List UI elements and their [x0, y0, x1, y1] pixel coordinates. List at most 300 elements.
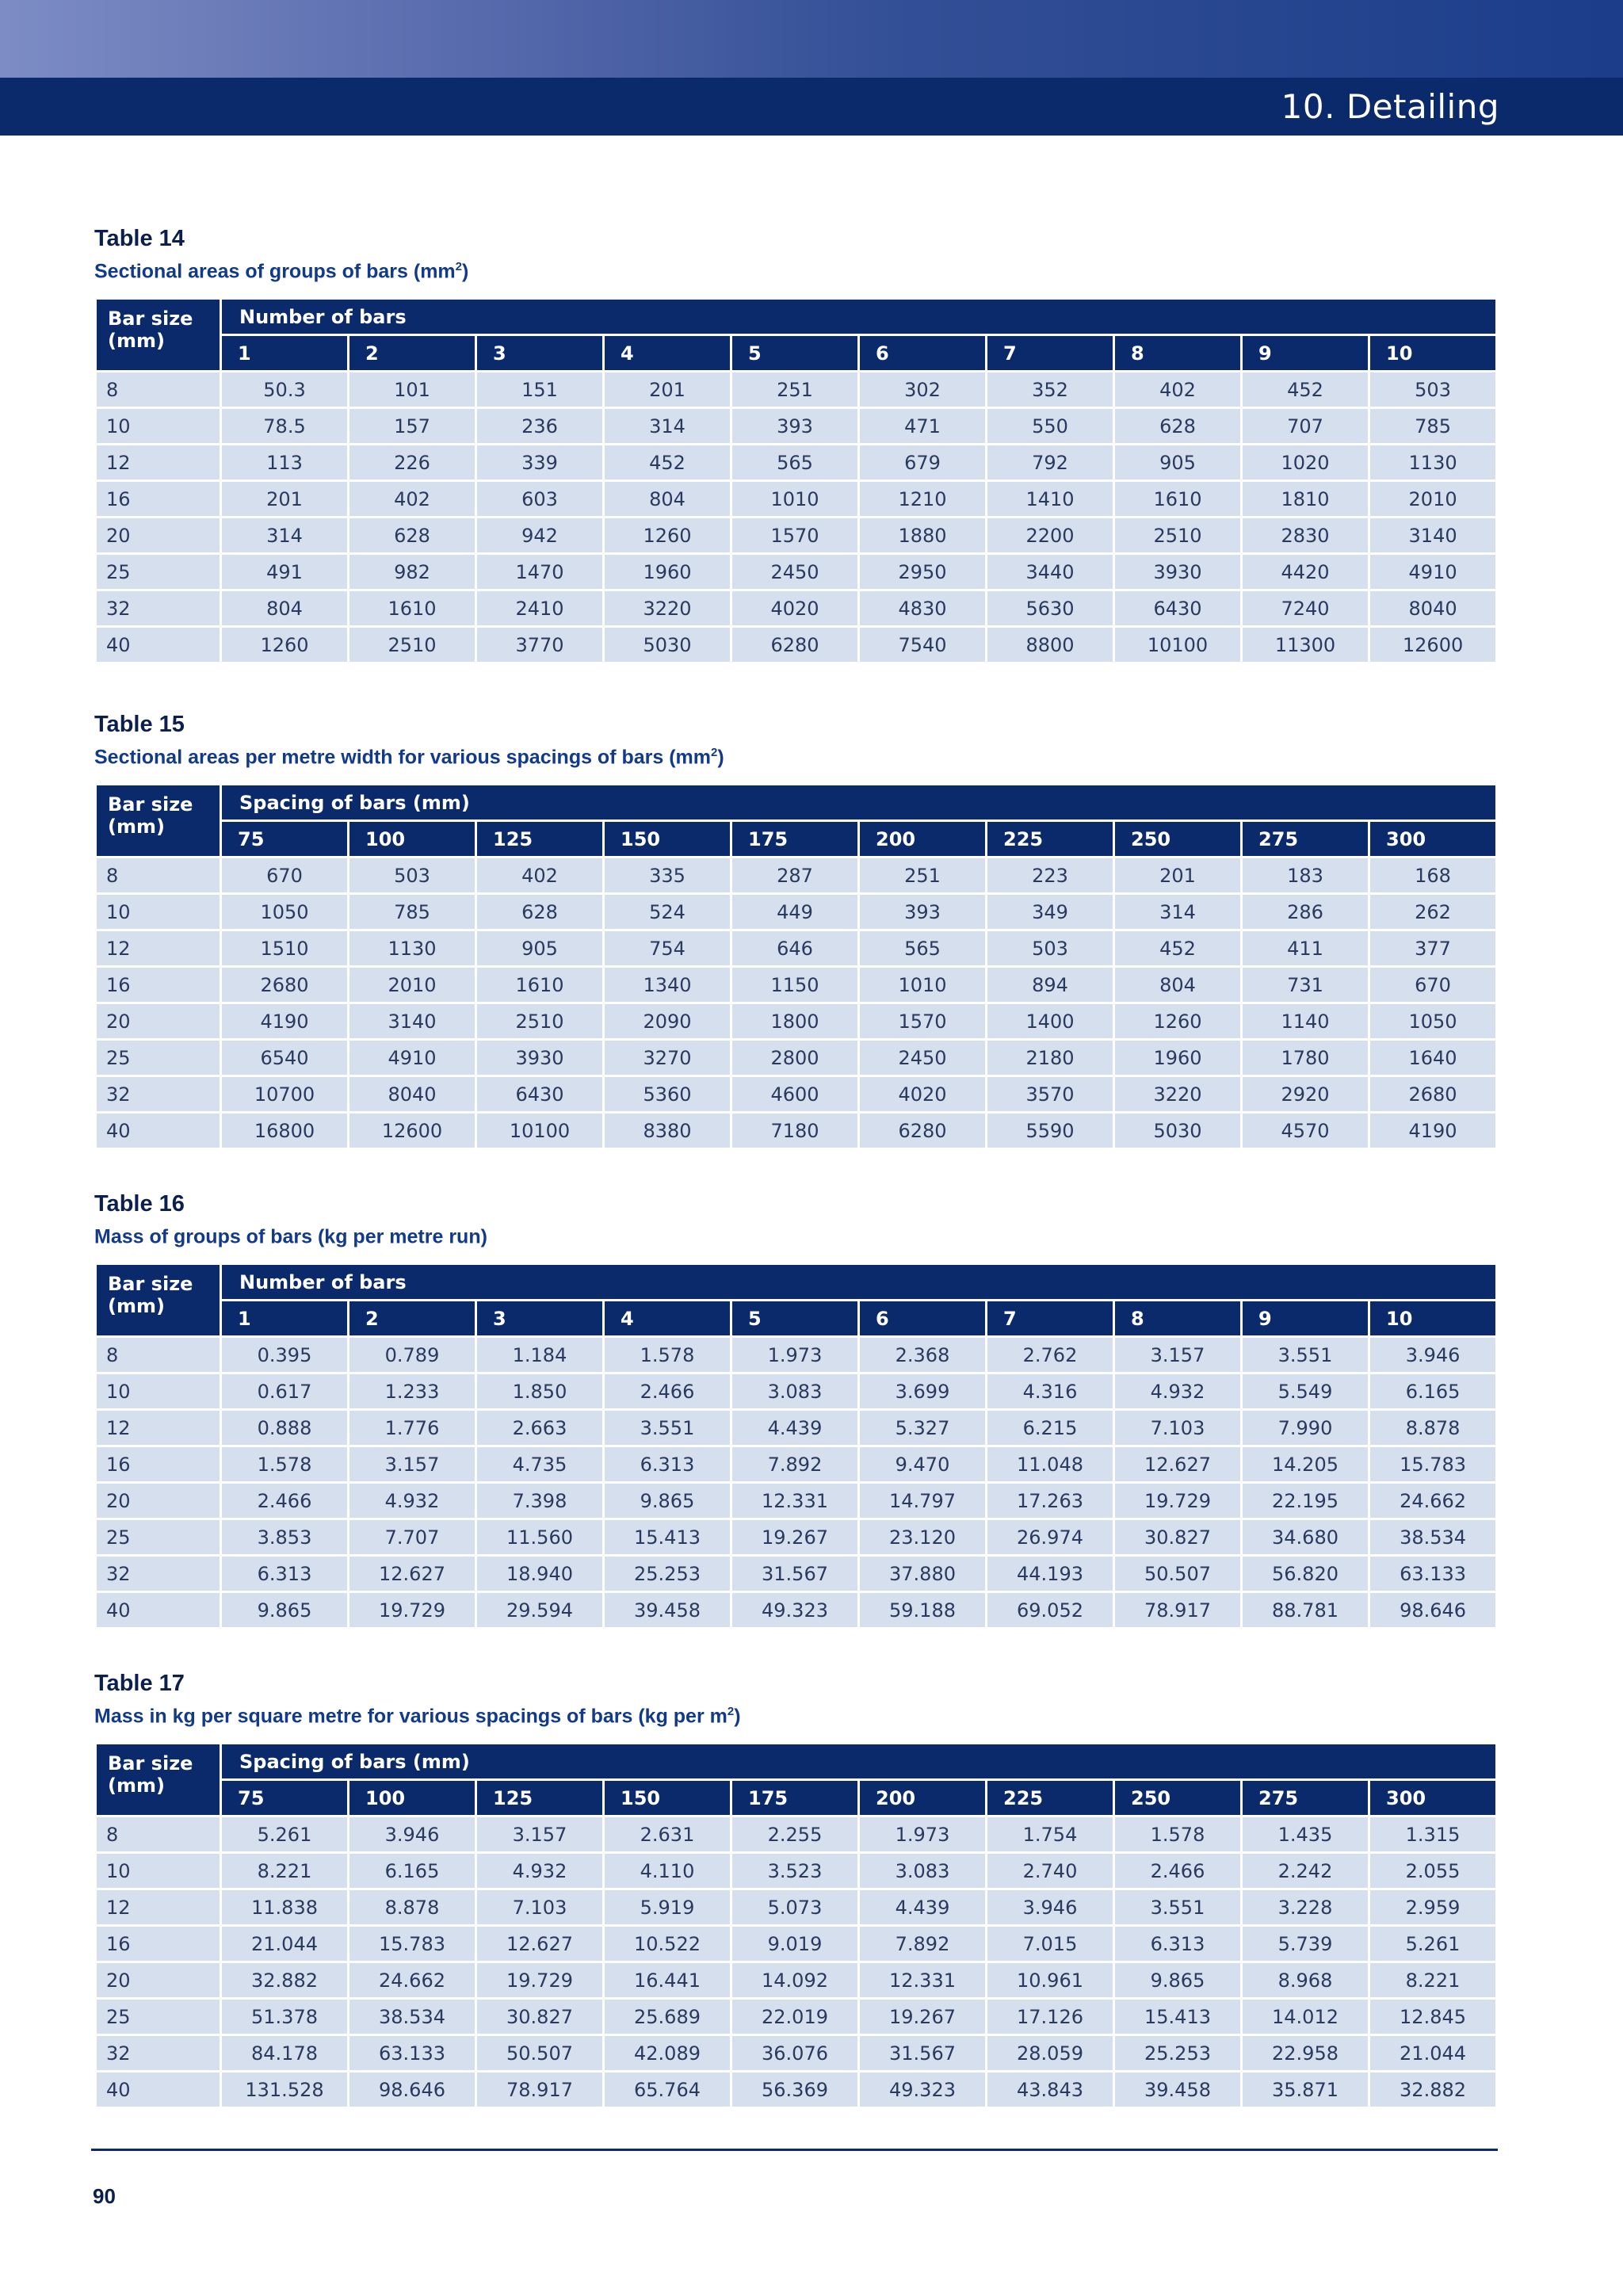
value-cell: 670	[222, 858, 347, 892]
table-number: Table 14	[94, 226, 185, 251]
column-header: 7	[987, 1301, 1113, 1335]
value-cell: 35.871	[1243, 2073, 1368, 2107]
table-row	[97, 1817, 1495, 1851]
table-row	[97, 1927, 1495, 1961]
caption-superscript: 2	[455, 260, 463, 273]
value-cell: 78.5	[222, 409, 347, 443]
value-cell: 251	[732, 372, 857, 407]
value-cell: 2680	[1370, 1077, 1495, 1111]
value-cell: 12600	[1370, 628, 1495, 662]
value-cell: 1800	[732, 1004, 857, 1038]
value-cell: 38.534	[349, 2000, 475, 2034]
value-cell: 5.919	[605, 1890, 730, 1924]
value-cell: 1610	[349, 591, 475, 625]
value-cell: 4020	[860, 1077, 985, 1111]
value-cell: 804	[605, 482, 730, 516]
value-cell: 6430	[477, 1077, 602, 1111]
value-cell: 18.940	[477, 1557, 602, 1591]
value-cell: 78.917	[1115, 1593, 1240, 1627]
value-cell: 8040	[1370, 591, 1495, 625]
value-cell: 402	[349, 482, 475, 516]
table-row	[97, 1041, 1495, 1075]
table-row	[97, 1447, 1495, 1481]
table-row	[97, 1520, 1495, 1554]
column-header: 250	[1115, 1781, 1240, 1815]
value-cell: 314	[605, 409, 730, 443]
value-cell: 63.133	[349, 2036, 475, 2070]
value-cell: 1.754	[987, 1817, 1113, 1851]
value-cell: 1470	[477, 555, 602, 589]
value-cell: 7.990	[1243, 1411, 1368, 1445]
value-cell: 3.946	[1370, 1338, 1495, 1372]
column-header: 5	[732, 336, 857, 370]
value-cell: 5030	[605, 628, 730, 662]
value-cell: 12.845	[1370, 2000, 1495, 2034]
value-cell: 3570	[987, 1077, 1113, 1111]
column-header: 225	[987, 1781, 1113, 1815]
value-cell: 10100	[477, 1114, 602, 1148]
value-cell: 59.188	[860, 1593, 985, 1627]
value-cell: 8.968	[1243, 1963, 1368, 1997]
value-cell: 2950	[860, 555, 985, 589]
value-cell: 50.507	[477, 2036, 602, 2070]
value-cell: 17.263	[987, 1484, 1113, 1518]
value-cell: 7.103	[477, 1890, 602, 1924]
bar-size-cell: 10	[97, 409, 220, 443]
value-cell: 1010	[860, 968, 985, 1002]
value-cell: 9.865	[222, 1593, 347, 1627]
value-cell: 349	[987, 895, 1113, 929]
value-cell: 3.157	[349, 1447, 475, 1481]
value-cell: 731	[1243, 968, 1368, 1002]
value-cell: 942	[477, 518, 602, 552]
value-cell: 503	[987, 931, 1113, 965]
value-cell: 6540	[222, 1041, 347, 1075]
value-cell: 905	[477, 931, 602, 965]
value-cell: 1.233	[349, 1374, 475, 1408]
value-cell: 3.228	[1243, 1890, 1368, 1924]
value-cell: 0.888	[222, 1411, 347, 1445]
column-header: 75	[222, 1781, 347, 1815]
value-cell: 30.827	[1115, 1520, 1240, 1554]
value-cell: 1.776	[349, 1411, 475, 1445]
value-cell: 4600	[732, 1077, 857, 1111]
value-cell: 628	[477, 895, 602, 929]
value-cell: 12.331	[860, 1963, 985, 1997]
value-cell: 491	[222, 555, 347, 589]
value-cell: 6.313	[1115, 1927, 1240, 1961]
value-cell: 38.534	[1370, 1520, 1495, 1554]
value-cell: 19.267	[860, 2000, 985, 2034]
table-row	[97, 1557, 1495, 1591]
value-cell: 352	[987, 372, 1113, 407]
value-cell: 8.878	[1370, 1411, 1495, 1445]
bar-size-cell: 20	[97, 1484, 220, 1518]
caption-text: Sectional areas of groups of bars (mm	[94, 260, 456, 283]
value-cell: 10700	[222, 1077, 347, 1111]
value-cell: 168	[1370, 858, 1495, 892]
table-row	[97, 1338, 1495, 1372]
value-cell: 43.843	[987, 2073, 1113, 2107]
bar-size-header	[97, 1265, 220, 1335]
value-cell: 69.052	[987, 1593, 1113, 1627]
caption-closing: )	[462, 260, 469, 283]
value-cell: 12600	[349, 1114, 475, 1148]
table-row	[97, 591, 1495, 625]
bar-size-header-line1: Bar size	[108, 308, 193, 330]
value-cell: 302	[860, 372, 985, 407]
column-header: 175	[732, 1781, 857, 1815]
value-cell: 565	[732, 445, 857, 479]
value-cell: 503	[349, 858, 475, 892]
bar-size-cell: 25	[97, 2000, 220, 2034]
value-cell: 251	[860, 858, 985, 892]
value-cell: 11.560	[477, 1520, 602, 1554]
value-cell: 1780	[1243, 1041, 1368, 1075]
value-cell: 113	[222, 445, 347, 479]
value-cell: 36.076	[732, 2036, 857, 2070]
value-cell: 21.044	[222, 1927, 347, 1961]
bar-size-cell: 8	[97, 1817, 220, 1851]
value-cell: 63.133	[1370, 1557, 1495, 1591]
value-cell: 201	[1115, 858, 1240, 892]
table-row	[97, 372, 1495, 407]
table-caption	[94, 253, 1497, 281]
value-cell: 785	[349, 895, 475, 929]
value-cell: 10.961	[987, 1963, 1113, 1997]
column-header: 9	[1243, 336, 1368, 370]
value-cell: 5030	[1115, 1114, 1240, 1148]
value-cell: 1140	[1243, 1004, 1368, 1038]
value-cell: 1.315	[1370, 1817, 1495, 1851]
value-cell: 88.781	[1243, 1593, 1368, 1627]
value-cell: 2510	[1115, 518, 1240, 552]
bar-size-cell: 16	[97, 968, 220, 1002]
value-cell: 31.567	[732, 1557, 857, 1591]
table-number: Table 15	[94, 712, 185, 737]
value-cell: 31.567	[860, 2036, 985, 2070]
value-cell: 1130	[349, 931, 475, 965]
bar-size-header-line2: (mm)	[108, 816, 165, 838]
value-cell: 7.892	[860, 1927, 985, 1961]
column-header: 150	[605, 1781, 730, 1815]
caption-superscript: 2	[711, 746, 718, 759]
caption-text: Sectional areas per metre width for various spacings of bars (mm	[94, 746, 712, 769]
value-cell: 26.974	[987, 1520, 1113, 1554]
table-row	[97, 409, 1495, 443]
value-cell: 12.627	[1115, 1447, 1240, 1481]
value-cell: 262	[1370, 895, 1495, 929]
value-cell: 14.092	[732, 1963, 857, 1997]
value-cell: 1810	[1243, 482, 1368, 516]
value-cell: 6280	[860, 1114, 985, 1148]
value-cell: 28.059	[987, 2036, 1113, 2070]
column-header: 8	[1115, 1301, 1240, 1335]
value-cell: 25.253	[1115, 2036, 1240, 2070]
value-cell: 5360	[605, 1077, 730, 1111]
value-cell: 2.466	[605, 1374, 730, 1408]
group-header: Spacing of bars (mm)	[222, 785, 1495, 819]
value-cell: 982	[349, 555, 475, 589]
value-cell: 1.578	[222, 1447, 347, 1481]
value-cell: 1050	[222, 895, 347, 929]
column-header: 9	[1243, 1301, 1368, 1335]
column-header: 250	[1115, 822, 1240, 856]
value-cell: 1210	[860, 482, 985, 516]
column-header: 100	[349, 822, 475, 856]
bar-size-cell: 32	[97, 1557, 220, 1591]
table-row	[97, 1854, 1495, 1888]
value-cell: 34.680	[1243, 1520, 1368, 1554]
chapter-title: 10. Detailing	[1281, 87, 1499, 126]
value-cell: 19.729	[477, 1963, 602, 1997]
bar-size-header-line1: Bar size	[108, 1273, 193, 1295]
value-cell: 7.103	[1115, 1411, 1240, 1445]
value-cell: 15.783	[1370, 1447, 1495, 1481]
column-header: 125	[477, 1781, 602, 1815]
value-cell: 2200	[987, 518, 1113, 552]
value-cell: 1400	[987, 1004, 1113, 1038]
value-cell: 3.853	[222, 1520, 347, 1554]
value-cell: 2.959	[1370, 1890, 1495, 1924]
caption-closing: )	[734, 1705, 741, 1728]
value-cell: 314	[222, 518, 347, 552]
data-table	[94, 297, 1498, 664]
value-cell: 3770	[477, 628, 602, 662]
value-cell: 14.205	[1243, 1447, 1368, 1481]
table-row	[97, 931, 1495, 965]
table-block	[94, 224, 1497, 656]
value-cell: 25.689	[605, 2000, 730, 2034]
header-gradient-band	[0, 0, 1623, 78]
bar-size-cell: 10	[97, 895, 220, 929]
column-header: 300	[1370, 1781, 1495, 1815]
column-header: 6	[860, 1301, 985, 1335]
table-caption	[94, 739, 1497, 767]
column-header: 275	[1243, 1781, 1368, 1815]
table-row	[97, 968, 1495, 1002]
table-number: Table 17	[94, 1671, 185, 1696]
value-cell: 42.089	[605, 2036, 730, 2070]
value-cell: 8380	[605, 1114, 730, 1148]
value-cell: 894	[987, 968, 1113, 1002]
value-cell: 5.073	[732, 1890, 857, 1924]
value-cell: 11300	[1243, 628, 1368, 662]
column-header: 200	[860, 1781, 985, 1815]
value-cell: 628	[1115, 409, 1240, 443]
bar-size-cell: 12	[97, 1411, 220, 1445]
table-block	[94, 1669, 1497, 2101]
value-cell: 6.215	[987, 1411, 1113, 1445]
bar-size-header-line1: Bar size	[108, 793, 193, 816]
value-cell: 2.663	[477, 1411, 602, 1445]
value-cell: 65.764	[605, 2073, 730, 2107]
column-header: 3	[477, 1301, 602, 1335]
value-cell: 157	[349, 409, 475, 443]
bar-size-cell: 16	[97, 1927, 220, 1961]
value-cell: 49.323	[860, 2073, 985, 2107]
value-cell: 0.617	[222, 1374, 347, 1408]
value-cell: 550	[987, 409, 1113, 443]
value-cell: 287	[732, 858, 857, 892]
value-cell: 19.729	[1115, 1484, 1240, 1518]
value-cell: 5.739	[1243, 1927, 1368, 1961]
value-cell: 29.594	[477, 1593, 602, 1627]
value-cell: 8040	[349, 1077, 475, 1111]
bar-size-cell: 32	[97, 1077, 220, 1111]
value-cell: 4.439	[732, 1411, 857, 1445]
caption-superscript: 2	[727, 1705, 735, 1718]
bar-size-cell: 20	[97, 518, 220, 552]
value-cell: 32.882	[222, 1963, 347, 1997]
column-header: 2	[349, 1301, 475, 1335]
value-cell: 201	[222, 482, 347, 516]
page-number: 90	[93, 2184, 116, 2208]
column-header: 8	[1115, 336, 1240, 370]
column-header: 275	[1243, 822, 1368, 856]
value-cell: 236	[477, 409, 602, 443]
value-cell: 1130	[1370, 445, 1495, 479]
table-caption	[94, 1218, 1497, 1247]
value-cell: 4.932	[1115, 1374, 1240, 1408]
value-cell: 84.178	[222, 2036, 347, 2070]
value-cell: 452	[605, 445, 730, 479]
column-header: 100	[349, 1781, 475, 1815]
value-cell: 6.313	[222, 1557, 347, 1591]
value-cell: 3140	[349, 1004, 475, 1038]
value-cell: 1.973	[732, 1338, 857, 1372]
value-cell: 2.466	[1115, 1854, 1240, 1888]
value-cell: 2.466	[222, 1484, 347, 1518]
group-header: Number of bars	[222, 1265, 1495, 1299]
value-cell: 11.048	[987, 1447, 1113, 1481]
value-cell: 524	[605, 895, 730, 929]
value-cell: 22.195	[1243, 1484, 1368, 1518]
value-cell: 24.662	[349, 1963, 475, 1997]
value-cell: 3220	[605, 591, 730, 625]
value-cell: 16800	[222, 1114, 347, 1148]
bar-size-cell: 12	[97, 1890, 220, 1924]
bar-size-cell: 16	[97, 1447, 220, 1481]
column-header: 1	[222, 1301, 347, 1335]
value-cell: 1960	[1115, 1041, 1240, 1075]
bar-size-cell: 20	[97, 1963, 220, 1997]
value-cell: 3440	[987, 555, 1113, 589]
value-cell: 49.323	[732, 1593, 857, 1627]
value-cell: 449	[732, 895, 857, 929]
value-cell: 8.878	[349, 1890, 475, 1924]
bar-size-header	[97, 300, 220, 370]
value-cell: 3930	[1115, 555, 1240, 589]
value-cell: 5.261	[222, 1817, 347, 1851]
table-row	[97, 1593, 1495, 1627]
value-cell: 9.019	[732, 1927, 857, 1961]
bar-size-cell: 32	[97, 2036, 220, 2070]
table-row	[97, 555, 1495, 589]
value-cell: 411	[1243, 931, 1368, 965]
value-cell: 4190	[222, 1004, 347, 1038]
value-cell: 4910	[349, 1041, 475, 1075]
column-header: 10	[1370, 336, 1495, 370]
value-cell: 804	[222, 591, 347, 625]
value-cell: 4.735	[477, 1447, 602, 1481]
table-caption	[94, 1698, 1497, 1726]
value-cell: 2180	[987, 1041, 1113, 1075]
column-header: 7	[987, 336, 1113, 370]
value-cell: 226	[349, 445, 475, 479]
table-row	[97, 2036, 1495, 2070]
value-cell: 402	[477, 858, 602, 892]
value-cell: 2.762	[987, 1338, 1113, 1372]
value-cell: 905	[1115, 445, 1240, 479]
value-cell: 78.917	[477, 2073, 602, 2107]
table-row	[97, 895, 1495, 929]
bar-size-cell: 20	[97, 1004, 220, 1038]
value-cell: 503	[1370, 372, 1495, 407]
value-cell: 3.946	[349, 1817, 475, 1851]
value-cell: 25.253	[605, 1557, 730, 1591]
value-cell: 2.055	[1370, 1854, 1495, 1888]
value-cell: 14.797	[860, 1484, 985, 1518]
value-cell: 10100	[1115, 628, 1240, 662]
value-cell: 2.740	[987, 1854, 1113, 1888]
value-cell: 15.413	[1115, 2000, 1240, 2034]
bar-size-cell: 40	[97, 1114, 220, 1148]
value-cell: 1410	[987, 482, 1113, 516]
column-header: 4	[605, 1301, 730, 1335]
table-row	[97, 2000, 1495, 2034]
value-cell: 151	[477, 372, 602, 407]
value-cell: 2.631	[605, 1817, 730, 1851]
value-cell: 2920	[1243, 1077, 1368, 1111]
value-cell: 4910	[1370, 555, 1495, 589]
value-cell: 9.865	[1115, 1963, 1240, 1997]
bar-size-cell: 12	[97, 445, 220, 479]
bar-size-cell: 8	[97, 858, 220, 892]
table-number: Table 16	[94, 1191, 185, 1217]
value-cell: 3.551	[605, 1411, 730, 1445]
table-row	[97, 1963, 1495, 1997]
value-cell: 6.313	[605, 1447, 730, 1481]
value-cell: 15.783	[349, 1927, 475, 1961]
value-cell: 1570	[732, 518, 857, 552]
value-cell: 1150	[732, 968, 857, 1002]
value-cell: 3.083	[732, 1374, 857, 1408]
value-cell: 4420	[1243, 555, 1368, 589]
table-row	[97, 1411, 1495, 1445]
column-header: 10	[1370, 1301, 1495, 1335]
bar-size-cell: 40	[97, 1593, 220, 1627]
value-cell: 19.729	[349, 1593, 475, 1627]
bar-size-header	[97, 1744, 220, 1815]
value-cell: 10.522	[605, 1927, 730, 1961]
value-cell: 5.549	[1243, 1374, 1368, 1408]
value-cell: 2410	[477, 591, 602, 625]
column-header: 4	[605, 336, 730, 370]
group-header: Number of bars	[222, 300, 1495, 334]
value-cell: 7540	[860, 628, 985, 662]
value-cell: 21.044	[1370, 2036, 1495, 2070]
value-cell: 565	[860, 931, 985, 965]
value-cell: 7.398	[477, 1484, 602, 1518]
value-cell: 5630	[987, 591, 1113, 625]
value-cell: 7.892	[732, 1447, 857, 1481]
table-block	[94, 1190, 1497, 1622]
value-cell: 3.551	[1115, 1890, 1240, 1924]
value-cell: 471	[860, 409, 985, 443]
value-cell: 452	[1115, 931, 1240, 965]
table-row	[97, 1004, 1495, 1038]
